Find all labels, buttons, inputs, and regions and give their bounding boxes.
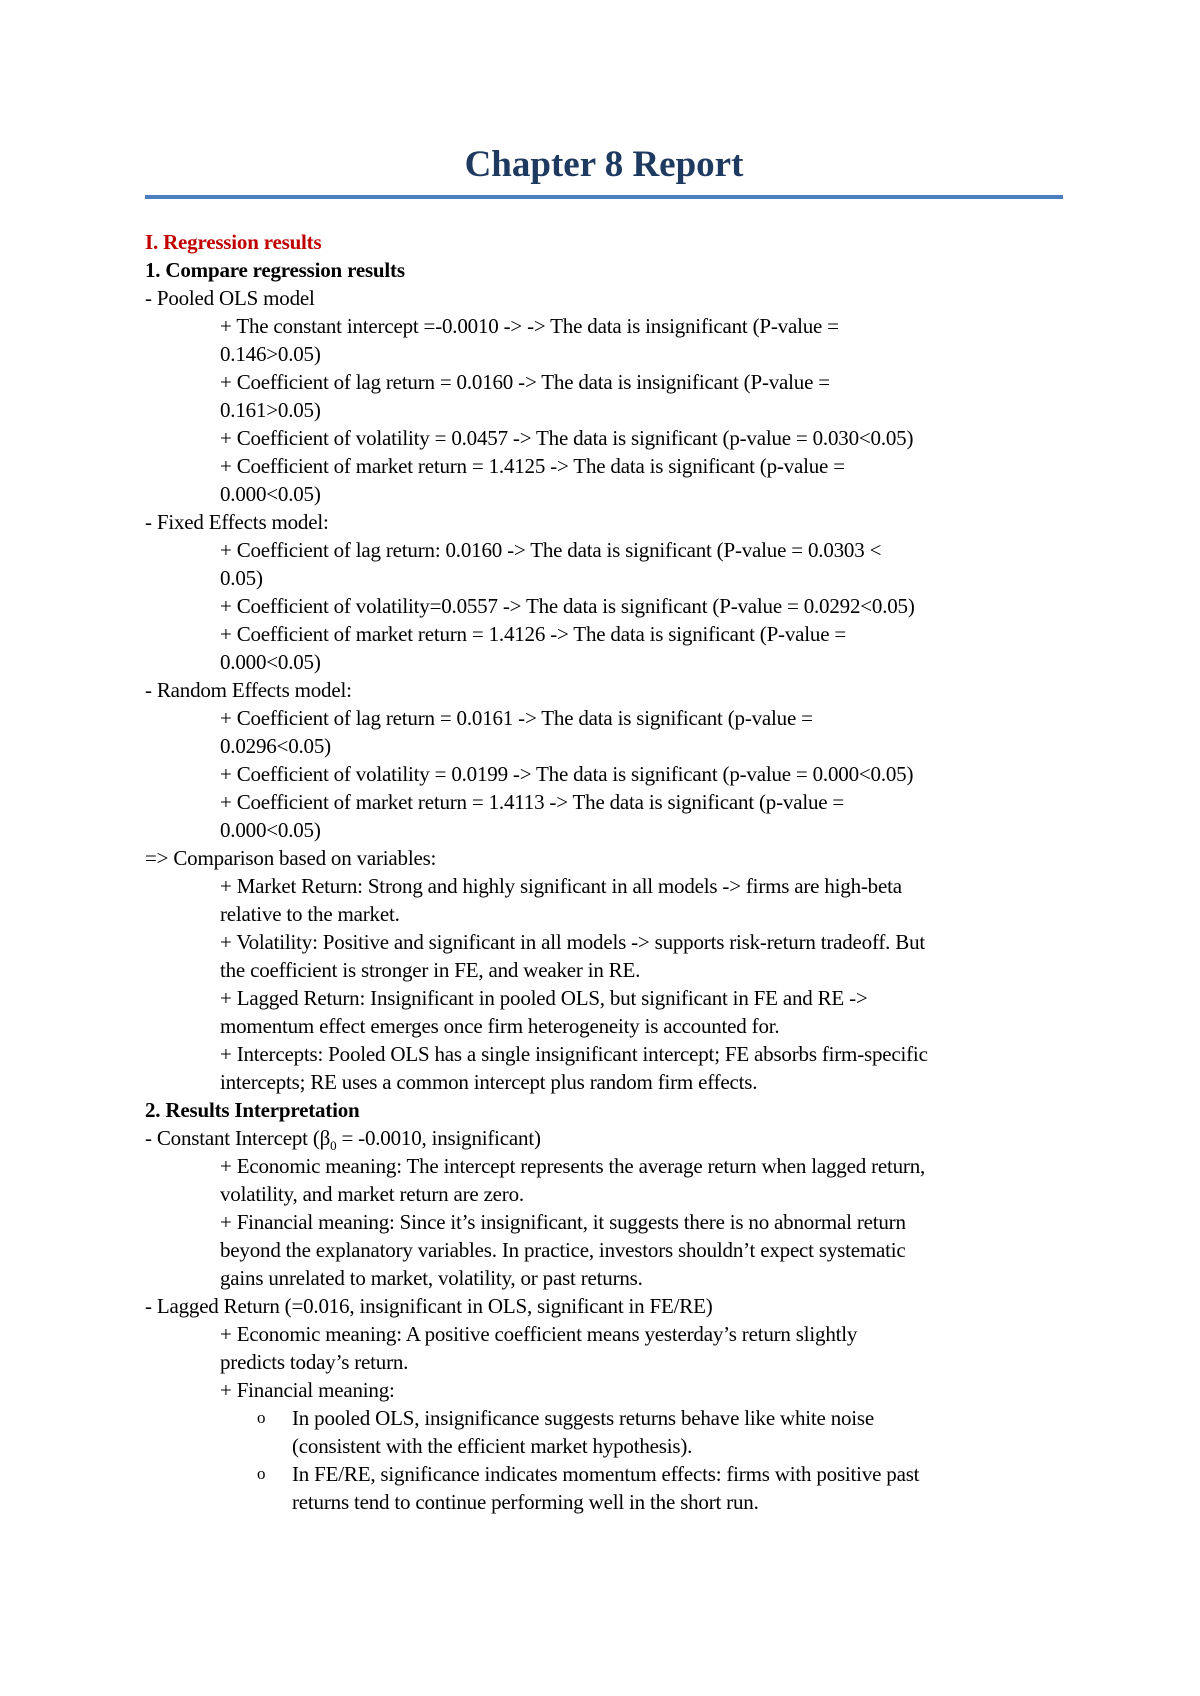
line-text: + Financial meaning: bbox=[220, 1378, 395, 1402]
text-line bbox=[145, 1040, 1063, 1068]
line-text: 0.0296<0.05) bbox=[220, 734, 331, 758]
text-line bbox=[145, 1376, 1063, 1404]
line-text: + Coefficient of market return = 1.4126 -> The data is significant (P-value = bbox=[220, 622, 847, 646]
text-line bbox=[145, 1208, 1063, 1236]
line-text: In pooled OLS, insignificance suggests returns behave like white noise bbox=[292, 1406, 875, 1430]
text-line bbox=[145, 1152, 1063, 1180]
section-heading bbox=[145, 228, 1063, 256]
line-text: relative to the market. bbox=[220, 902, 400, 926]
line-text: 0.000<0.05) bbox=[220, 818, 321, 842]
text-line bbox=[145, 816, 1063, 844]
line-text: + Coefficient of market return = 1.4113 -> The data is significant (p-value = bbox=[220, 790, 845, 814]
line-text: 0.000<0.05) bbox=[220, 650, 321, 674]
line-text: In FE/RE, significance indicates momentum effects: firms with positive past bbox=[292, 1462, 920, 1486]
line-text: + Coefficient of volatility=0.0557 -> The data is significant (P-value = 0.0292<0.05) bbox=[220, 594, 915, 618]
line-text: 1. Compare regression results bbox=[145, 258, 405, 282]
line-text: + Market Return: Strong and highly significant in all models -> firms are high-beta bbox=[220, 874, 902, 898]
line-text: 0.161>0.05) bbox=[220, 398, 321, 422]
line-text: + Coefficient of volatility = 0.0457 -> The data is significant (p-value = 0.030<0.05) bbox=[220, 426, 914, 450]
text-line bbox=[145, 592, 1063, 620]
line-text: + Volatility: Positive and significant in all models -> supports risk-return tradeoff. But bbox=[220, 930, 926, 954]
line-text: returns tend to continue performing well in the short run. bbox=[292, 1490, 759, 1514]
text-line bbox=[145, 956, 1063, 984]
line-text: I. Regression results bbox=[145, 230, 322, 254]
text-line bbox=[145, 1320, 1063, 1348]
sub-bullet-line bbox=[145, 1488, 1063, 1516]
text-line bbox=[145, 844, 1063, 872]
line-text: + Intercepts: Pooled OLS has a single insignificant intercept; FE absorbs firm-specific bbox=[220, 1042, 928, 1066]
line-text: = -0.0010, insignificant) bbox=[336, 1126, 541, 1150]
text-line bbox=[145, 872, 1063, 900]
text-line bbox=[145, 760, 1063, 788]
circle-bullet-icon: o bbox=[257, 1408, 266, 1427]
text-line bbox=[145, 984, 1063, 1012]
text-line bbox=[145, 284, 1063, 312]
circle-bullet-icon: o bbox=[257, 1464, 266, 1483]
line-text: + Coefficient of market return = 1.4125 -> The data is significant (p-value = bbox=[220, 454, 845, 478]
subscript: 0 bbox=[330, 1138, 337, 1154]
text-line bbox=[145, 508, 1063, 536]
line-text: 0.000<0.05) bbox=[220, 482, 321, 506]
text-line bbox=[145, 1236, 1063, 1264]
text-line bbox=[145, 648, 1063, 676]
line-text: + Economic meaning: The intercept represents the average return when lagged return, bbox=[220, 1154, 926, 1178]
text-line bbox=[145, 1292, 1063, 1320]
line-text: + Coefficient of volatility = 0.0199 -> The data is significant (p-value = 0.000<0.05) bbox=[220, 762, 914, 786]
line-text: => Comparison based on variables: bbox=[145, 846, 437, 870]
text-line bbox=[145, 1124, 1063, 1152]
line-text: + Financial meaning: Since it’s insignificant, it suggests there is no abnormal return bbox=[220, 1210, 906, 1234]
sub-bullet-line bbox=[145, 1404, 1063, 1432]
line-text: intercepts; RE uses a common intercept plus random firm effects. bbox=[220, 1070, 758, 1094]
text-line bbox=[145, 676, 1063, 704]
line-text: (consistent with the efficient market hypothesis). bbox=[292, 1434, 693, 1458]
text-line bbox=[145, 1180, 1063, 1208]
line-text: beyond the explanatory variables. In practice, investors shouldn’t expect systematic bbox=[220, 1238, 906, 1262]
text-line bbox=[145, 396, 1063, 424]
text-line bbox=[145, 1348, 1063, 1376]
text-line bbox=[145, 704, 1063, 732]
subsection-heading bbox=[145, 256, 1063, 284]
line-text: the coefficient is stronger in FE, and weaker in RE. bbox=[220, 958, 641, 982]
text-line bbox=[145, 1012, 1063, 1040]
text-line bbox=[145, 452, 1063, 480]
line-text: momentum effect emerges once firm heterogeneity is accounted for. bbox=[220, 1014, 780, 1038]
text-line bbox=[145, 928, 1063, 956]
line-text: - Random Effects model: bbox=[145, 678, 352, 702]
line-text: 0.05) bbox=[220, 566, 263, 590]
line-text: + Coefficient of lag return: 0.0160 -> The data is significant (P-value = 0.0303 < bbox=[220, 538, 882, 562]
line-text: 2. Results Interpretation bbox=[145, 1098, 360, 1122]
line-text: 0.146>0.05) bbox=[220, 342, 321, 366]
document-body bbox=[145, 228, 1063, 1516]
line-text: predicts today’s return. bbox=[220, 1350, 409, 1374]
text-line bbox=[145, 340, 1063, 368]
text-line bbox=[145, 424, 1063, 452]
text-line bbox=[145, 1068, 1063, 1096]
text-line bbox=[145, 900, 1063, 928]
text-line bbox=[145, 1264, 1063, 1292]
text-line bbox=[145, 368, 1063, 396]
line-text: - Fixed Effects model: bbox=[145, 510, 329, 534]
line-text: - Pooled OLS model bbox=[145, 286, 315, 310]
line-text: volatility, and market return are zero. bbox=[220, 1182, 524, 1206]
page-title: Chapter 8 Report bbox=[464, 144, 744, 185]
line-text: + Lagged Return: Insignificant in pooled OLS, but significant in FE and RE -> bbox=[220, 986, 868, 1010]
line-text: + The constant intercept =-0.0010 -> -> The data is insignificant (P-value = bbox=[220, 314, 839, 338]
subsection-heading bbox=[145, 1096, 1063, 1124]
text-line bbox=[145, 312, 1063, 340]
line-text: gains unrelated to market, volatility, or past returns. bbox=[220, 1266, 643, 1290]
line-text: - Constant Intercept (β bbox=[145, 1126, 331, 1150]
line-text: + Coefficient of lag return = 0.0161 -> The data is significant (p-value = bbox=[220, 706, 813, 730]
text-line bbox=[145, 732, 1063, 760]
text-line bbox=[145, 564, 1063, 592]
text-line bbox=[145, 788, 1063, 816]
sub-bullet-line bbox=[145, 1460, 1063, 1488]
title-underline bbox=[145, 195, 1063, 199]
text-line bbox=[145, 620, 1063, 648]
line-text: + Coefficient of lag return = 0.0160 -> The data is insignificant (P-value = bbox=[220, 370, 830, 394]
line-text: + Economic meaning: A positive coefficient means yesterday’s return slightly bbox=[220, 1322, 858, 1346]
line-text: - Lagged Return (=0.016, insignificant in OLS, significant in FE/RE) bbox=[145, 1294, 713, 1318]
sub-bullet-line bbox=[145, 1432, 1063, 1460]
text-line bbox=[145, 536, 1063, 564]
text-line bbox=[145, 480, 1063, 508]
